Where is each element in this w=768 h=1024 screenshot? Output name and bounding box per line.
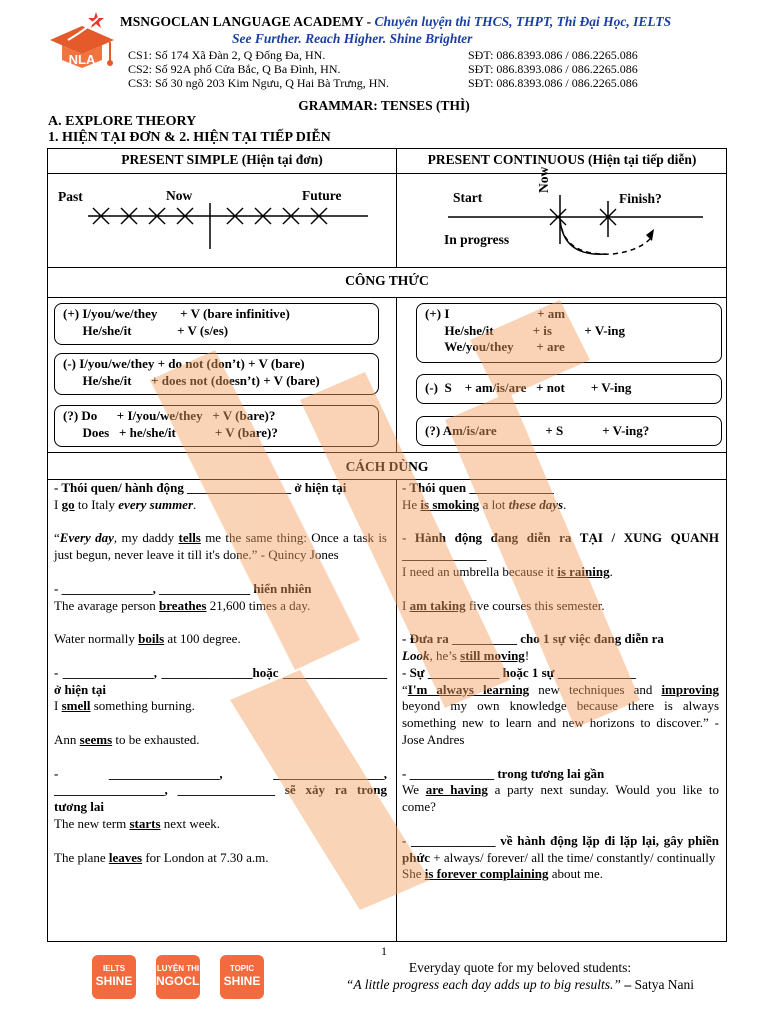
- table-divider: [48, 452, 726, 453]
- table-divider: [48, 173, 726, 174]
- branch-phone: SĐT: 086.8393.086 / 086.2265.086: [468, 48, 638, 62]
- usage-rule: - Sự ___________ hoặc 1 sự ____________: [402, 664, 636, 680]
- table-divider: [48, 297, 726, 298]
- example: We are having a party next sunday. Would you like to come?: [402, 782, 719, 815]
- example: I go to Italy every summer.: [54, 496, 197, 512]
- topic-shine-logo: TOPIC SHINE: [220, 955, 264, 999]
- usage-rule: - ______________, ______________hoặc ________________ ở hiện tại: [54, 664, 387, 697]
- usage-rule: - Thói quen _____________: [402, 480, 554, 495]
- timeline-start-label: Start: [453, 190, 483, 205]
- slogan: See Further. Reach Higher. Shine Brighter: [232, 31, 473, 46]
- usage-header: CÁCH DÙNG: [345, 459, 429, 474]
- quote-example: “I'm always learning new techniques and improving beyond my own knowledge because there is always something new to learn and new horizons to discover.” - Jose Andres: [402, 681, 719, 747]
- logo-text: NLA: [68, 52, 96, 67]
- page-number: 1: [381, 944, 387, 958]
- present-continuous-timeline: [438, 189, 728, 264]
- branch-phone: SĐT: 086.8393.086 / 086.2265.086: [468, 76, 638, 90]
- usage-rule: - Thói quen/ hành động ________________ ở hiện tại: [54, 480, 347, 495]
- section-subheading: 1. HIỆN TẠI ĐƠN & 2. HIỆN TẠI TIẾP DIỄN: [48, 130, 331, 145]
- present-simple-header: PRESENT SIMPLE (Hiện tại đơn): [121, 152, 323, 167]
- timeline-now-label: Now: [166, 188, 193, 203]
- usage-rule: - _____________ trong tương lai gần: [402, 765, 605, 781]
- column-divider: [396, 479, 397, 941]
- usage-rule: - Hành động đang diễn ra TẠI / XUNG QUANH _____________: [402, 530, 719, 563]
- present-simple-usage: [54, 480, 387, 866]
- example: Water normally boils at 100 degree.: [54, 631, 241, 647]
- usage-rule: - Đưa ra __________ cho 1 sự việc đang diễn ra: [402, 631, 664, 647]
- ngoclan-logo: LUYỆN THI NGOCLAN: [156, 955, 200, 999]
- formula-header: CÔNG THỨC: [345, 273, 429, 288]
- present-simple-timeline: [78, 199, 378, 254]
- usage-rule: - _________________, _________________, _________________, _______________ sẽ xảy ra trong tương lai: [54, 765, 387, 815]
- academy-logo: [48, 10, 120, 82]
- example: Look, he’s still moving!: [402, 647, 530, 663]
- example: The avarage person breathes 21,600 times a day.: [54, 597, 311, 613]
- present-continuous-header: PRESENT CONTINUOUS (Hiện tại tiếp diễn): [427, 152, 697, 167]
- example: The new term starts next week.: [54, 815, 221, 831]
- ps-question-formula: (?) Do + I/you/we/they + V (bare)? Does + he/she/it + V (bare)?: [54, 405, 379, 447]
- example: He is smoking a lot these days.: [402, 496, 567, 512]
- usage-rule: - _____________ về hành động lặp đi lặp lại, gây phiền phức + always/ forever/ all the time/ constantly/ continually: [402, 832, 719, 865]
- section-heading: A. EXPLORE THEORY: [48, 114, 197, 129]
- example: I need an umbrella because it is raining.: [402, 563, 613, 579]
- branch-address: CS3: Số 30 ngõ 203 Kim Ngưu, Q Hai Bà Trưng, HN.: [128, 76, 390, 90]
- example: I smell something burning.: [54, 698, 195, 714]
- table-divider: [48, 267, 726, 268]
- ps-affirmative-formula: (+) I/you/we/they + V (bare infinitive) He/she/it + V (s/es): [54, 303, 379, 345]
- timeline-in-progress-label: In progress: [444, 232, 510, 247]
- timeline-now-label: Now: [536, 166, 551, 193]
- branch-address: CS2: Số 92A phố Cửa Bắc, Q Ba Đình, HN.: [128, 62, 341, 76]
- timeline-future-label: Future: [302, 188, 342, 203]
- quote-label: Everyday quote for my beloved students:: [408, 960, 632, 975]
- pc-negative-formula: (-) S + am/is/are + not + V-ing: [416, 374, 722, 404]
- example: She is forever complaining about me.: [402, 866, 604, 882]
- daily-quote: “A little progress each day adds up to big results.” – Satya Nani: [345, 977, 695, 992]
- tenses-table: [47, 148, 727, 942]
- pc-question-formula: (?) Am/is/are + S + V-ing?: [416, 416, 722, 446]
- quote-example: “Every day, my daddy tells me the same thing: Once a task is just begun, never leave it till it's done.” - Quincy Jones: [54, 530, 387, 563]
- ps-negative-formula: (-) I/you/we/they + do not (don’t) + V (bare) He/she/it + does not (doesn’t) + V (bare): [54, 353, 379, 395]
- present-continuous-usage: [402, 480, 719, 883]
- example: The plane leaves for London at 7.30 a.m.: [54, 849, 269, 865]
- timeline-finish-label: Finish?: [619, 191, 662, 206]
- example: I am taking five courses this semester.: [402, 597, 605, 613]
- branch-address: CS1: Số 174 Xã Đàn 2, Q Đống Đa, HN.: [128, 48, 326, 62]
- timeline-past-label: Past: [58, 189, 83, 204]
- usage-rule: - ______________, ______________ hiển nhiên: [54, 580, 312, 596]
- ielts-shine-logo: IELTS SHINE: [92, 955, 136, 999]
- pc-affirmative-formula: (+) I + am He/she/it + is + V-ing We/you/they + are: [416, 303, 722, 363]
- academy-name: MSNGOCLAN LANGUAGE ACADEMY - Chuyên luyện thi THCS, THPT, Thi Đại Học, IELTS: [120, 14, 672, 29]
- branch-phone: SĐT: 086.8393.086 / 086.2265.086: [468, 62, 638, 76]
- example: Ann seems to be exhausted.: [54, 731, 200, 747]
- grammar-title: GRAMMAR: TENSES (THÌ): [298, 98, 470, 113]
- column-divider: [396, 297, 397, 452]
